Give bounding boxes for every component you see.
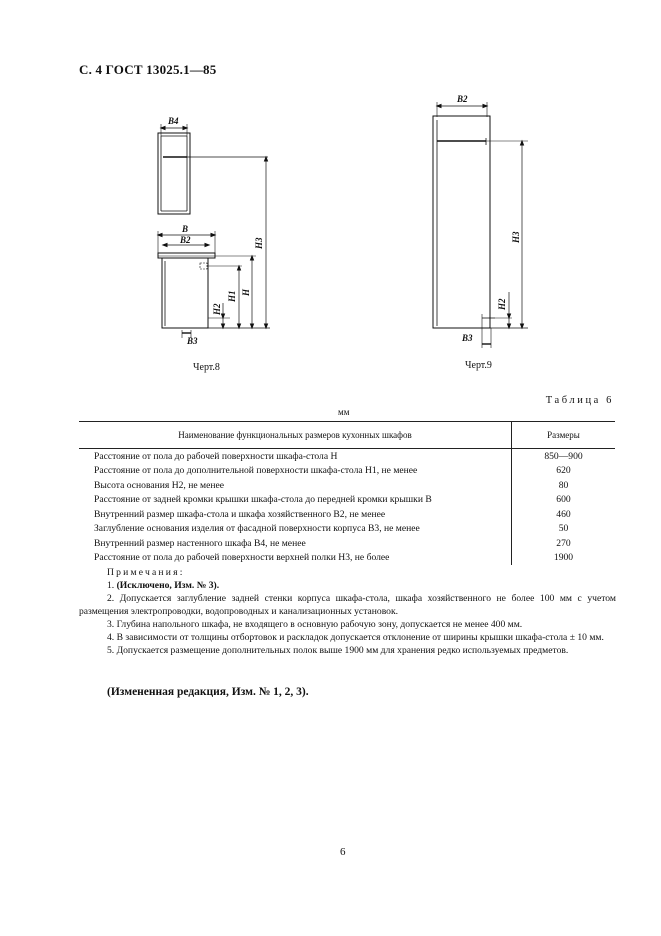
label-b: B: [182, 224, 189, 234]
label-b2-ch9: B2: [457, 94, 468, 104]
drawing-9-caption: Черт.9: [465, 360, 492, 371]
drawing-8-caption: Черт.8: [193, 362, 220, 373]
tall-cabinet-outline: [433, 116, 490, 328]
drawing-9: [425, 90, 535, 355]
table-row: [79, 551, 615, 566]
table-row: [79, 449, 615, 464]
label-b3: B3: [187, 336, 198, 346]
row-value: 80: [512, 478, 616, 493]
notes-section: [79, 566, 616, 657]
note-5: 5. Допускается размещение дополнительных полок выше 1900 мм для хранения редко используемых предметов.: [107, 645, 569, 656]
table-number: Таблица 6: [545, 395, 614, 406]
row-name: Высота основания H2, не менее: [94, 479, 224, 491]
column-header-name: Наименование функциональных размеров кухонных шкафов: [79, 422, 512, 449]
table-row: [79, 478, 615, 493]
row-value: 600: [512, 493, 616, 508]
page-header: С. 4 ГОСТ 13025.1—85: [79, 62, 217, 77]
row-value: 270: [512, 536, 616, 551]
label-h3-ch9: H3: [511, 231, 521, 243]
note-1: [79, 579, 616, 592]
label-b2: B2: [180, 235, 191, 245]
label-b3-ch9: B3: [462, 333, 473, 343]
label-h1: H1: [227, 290, 237, 302]
drawing-8: [140, 108, 280, 348]
row-name: Расстояние от задней кромки крышки шкафа-стола до передней кромки крышки B: [94, 494, 432, 506]
notes-title: Примечания:: [107, 567, 185, 578]
table-row: [79, 536, 615, 551]
table-6: [79, 421, 615, 565]
wall-cabinet-outline: [158, 133, 190, 214]
table-units: мм: [338, 407, 350, 417]
note-4: 4. В зависимости от толщины отбортовок и раскладок допускается отклонение от ширины крышки шкафа-стола ± 10 мм.: [107, 632, 604, 643]
row-name: Расстояние от пола до дополнительной поверхности шкафа-стола H1, не менее: [94, 465, 418, 477]
note-1-prefix: 1.: [107, 580, 115, 591]
table-row: [79, 522, 615, 537]
table-row: [79, 493, 615, 508]
edition-note: (Измененная редакция, Изм. № 1, 2, 3).: [107, 686, 309, 698]
row-value: 1900: [512, 551, 616, 566]
row-name: Расстояние от пола до рабочей поверхности шкафа-стола H: [94, 450, 338, 462]
row-value: 50: [512, 522, 616, 537]
label-h2-ch9: H2: [497, 298, 507, 310]
row-value: 620: [512, 464, 616, 479]
row-name: Внутренний размер шкафа-стола и шкафа хозяйственного B2, не менее: [94, 508, 386, 520]
label-h2: H2: [212, 303, 222, 315]
row-name: Внутренний размер настенного шкафа B4, не менее: [94, 537, 306, 549]
row-name: Расстояние от пола до рабочей поверхности верхней полки H3, не более: [94, 552, 390, 564]
label-b4: B4: [168, 116, 179, 126]
row-value: 850—900: [512, 449, 616, 464]
label-h: H: [241, 288, 251, 296]
note-1-bold: (Исключено, Изм. № 3).: [116, 580, 220, 591]
label-h3: H3: [254, 237, 264, 249]
column-header-size: Размеры: [512, 422, 616, 449]
note-3: 3. Глубина напольного шкафа, не входящего в основную рабочую зону, допускается не менее 400 мм.: [107, 619, 523, 630]
note-2: 2. Допускается заглубление задней стенки корпуса шкафа-стола, шкафа хозяйственного не более 100 мм с учетом размещения электропроводки, водопроводных и канализационных установок.: [79, 593, 616, 617]
row-value: 460: [512, 507, 616, 522]
base-cabinet-outline: [162, 258, 208, 328]
table-row: [79, 464, 615, 479]
page-number: 6: [340, 846, 346, 858]
table-row: [79, 507, 615, 522]
row-name: Заглубление основания изделия от фасадной поверхности корпуса B3, не менее: [94, 523, 420, 535]
